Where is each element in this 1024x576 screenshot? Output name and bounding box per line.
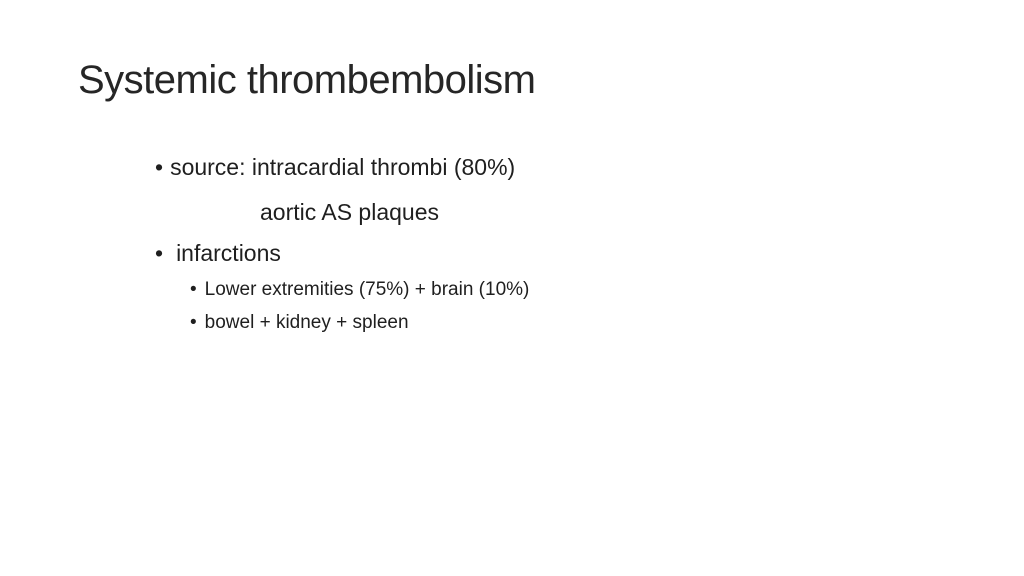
sub-bullet-text: Lower extremities (75%) + brain (10%): [204, 279, 530, 300]
bullet-text: source: intracardial thrombi (80%): [170, 154, 516, 180]
sub-bullet-icon: •: [190, 279, 197, 300]
sub-bullet-icon: •: [190, 312, 197, 333]
sub-bullet-item-bowel: [190, 312, 409, 334]
bullet-icon: •: [155, 240, 164, 266]
bullet-item-infarctions: [155, 240, 281, 267]
bullet-icon: •: [155, 154, 164, 180]
slide-title: Systemic thrombembolism: [78, 58, 536, 102]
sub-bullet-text: bowel + kidney + spleen: [204, 312, 409, 333]
bullet-text: infarctions: [176, 240, 281, 266]
continuation-text: aortic AS plaques: [260, 199, 440, 225]
sub-bullet-item-extremities: [190, 279, 529, 301]
continuation-line: [260, 199, 439, 226]
bullet-item-source: [155, 154, 515, 181]
